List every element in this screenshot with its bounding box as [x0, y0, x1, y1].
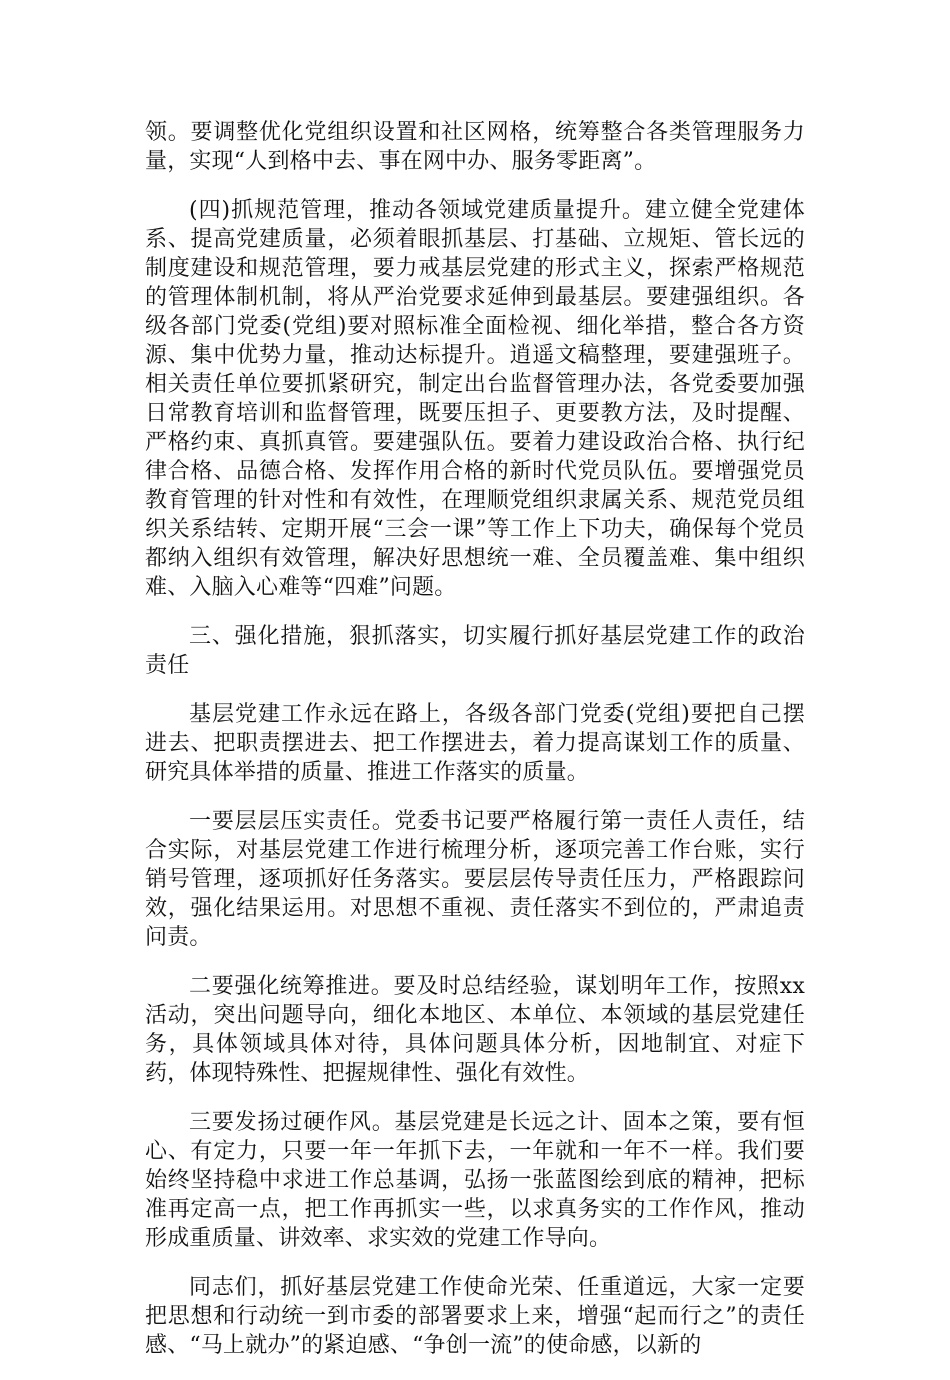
document-body [145, 118, 805, 1380]
paragraph-point-two: 二要强化统筹推进。要及时总结经验，谋划明年工作，按照xx活动，突出问题导向，细化本地区、本单位、本领域的基层党建任务，具体领域具体对待，具体问题具体分析，因地制宜、对症下药，体现特殊性、把握规律性、强化有效性。 [145, 974, 805, 1086]
paragraph-point-three: 三要发扬过硬作风。基层党建是长远之计、固本之策，要有恒心、有定力，只要一年一年抓下去，一年就和一年不一样。我们要始终坚持稳中求进工作总基调，弘扬一张蓝图绘到底的精神，把标准再定高一点，把工作再抓实一些，以求真务实的工作作风，推动形成重质量、讲效率、求实效的党建工作导向。 [145, 1110, 805, 1251]
paragraph-closing: 同志们，抓好基层党建工作使命光荣、任重道远，大家一定要把思想和行动统一到市委的部署要求上来，增强“起而行之”的责任感、“马上就办”的紧迫感、“争创一流”的使命感，以新的 [145, 1275, 805, 1358]
paragraph-intro: 基层党建工作永远在路上，各级各部门党委(党组)要把自己摆进去、把职责摆进去、把工作摆进去，着力提高谋划工作的质量、研究具体举措的质量、推进工作落实的质量。 [145, 702, 805, 785]
paragraph-point-one: 一要层层压实责任。党委书记要严格履行第一责任人责任，结合实际，对基层党建工作进行梳理分析，逐项完善工作台账，实行销号管理，逐项抓好任务落实。要层层传导责任压力，严格跟踪问效，强化结果运用。对思想不重视、责任落实不到位的，严肃追责问责。 [145, 809, 805, 950]
paragraph-continuation: 领。要调整优化党组织设置和社区网格，统筹整合各类管理服务力量，实现“人到格中去、事在网中办、服务零距离”。 [145, 120, 805, 174]
section-heading-three: 三、强化措施，狠抓落实，切实履行抓好基层党建工作的政治责任 [145, 624, 805, 678]
paragraph-section-four: (四)抓规范管理，推动各领域党建质量提升。建立健全党建体系、提高党建质量，必须着眼抓基层、打基础、立规矩、管长远的制度建设和规范管理，要力戒基层党建的形式主义，探索严格规范的管理体制机制，将从严治党要求延伸到最基层。要建强组织。各级各部门党委(党组)要对照标准全面检视、细化举措，整合各方资源、集中优势力量，推动达标提升。逍遥文稿整理，要建强班子。相关责任单位要抓紧研究，制定出台监督管理办法，各党委要加强日常教育培训和监督管理，既要压担子、更要教方法，及时提醒、严格约束、真抓真管。要建强队伍。要着力建设政治合格、执行纪律合格、品德合格、发挥作用合格的新时代党员队伍。要增强党员教育管理的针对性和有效性，在理顺党组织隶属关系、规范党员组织关系结转、定期开展“三会一课”等工作上下功夫，确保每个党员都纳入组织有效管理，解决好思想统一难、全员覆盖难、集中组织难、入脑入心难等“四难”问题。 [145, 198, 805, 600]
